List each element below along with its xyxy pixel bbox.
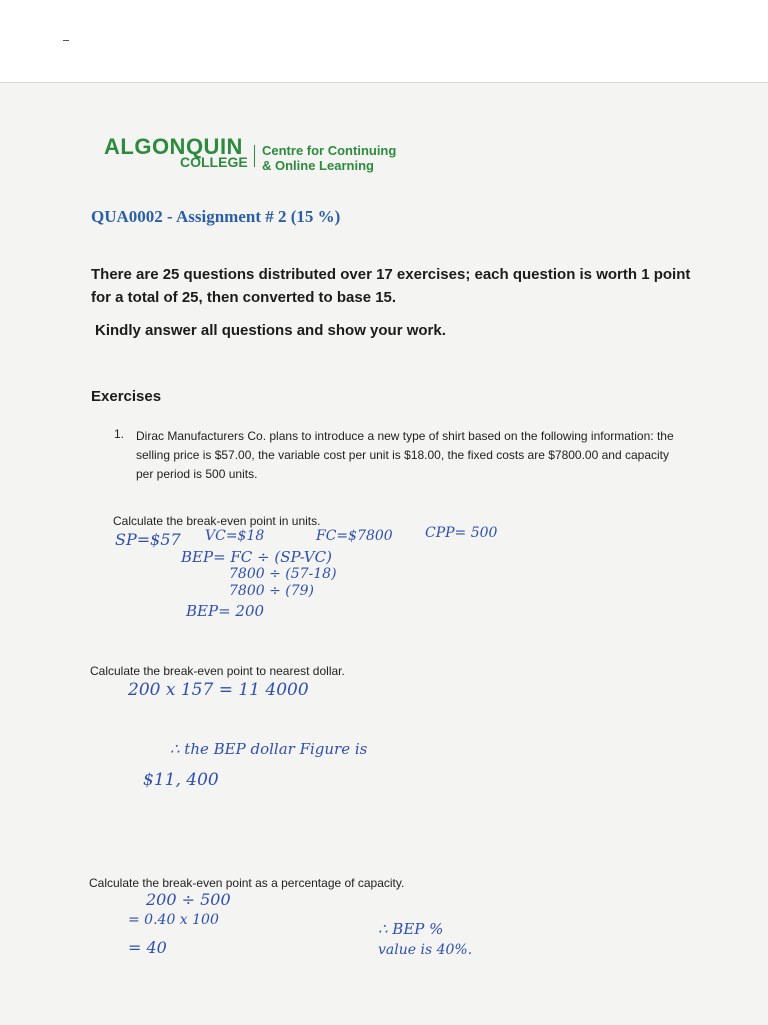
- handwritten-dollar-statement: ∴ the BEP dollar Figure is: [170, 740, 368, 758]
- handwritten-capacity-note: ∴ BEP %: [378, 920, 444, 938]
- question-break-even-capacity: Calculate the break-even point as a percentage of capacity.: [89, 876, 405, 890]
- instruction-text: Kindly answer all questions and show your work.: [95, 322, 446, 339]
- handwritten-substitution: 7800 ÷ (57-18): [229, 566, 337, 582]
- intro-paragraph: There are 25 questions distributed over 17 exercises; each question is worth 1 point for a total of 25, then converted to base 15.: [91, 266, 691, 306]
- logo-divider: [254, 145, 255, 167]
- college-logo: [104, 134, 248, 170]
- question-break-even-dollars: Calculate the break-even point to nearest dollar.: [90, 664, 345, 678]
- scan-top-margin: [0, 0, 768, 82]
- handwritten-bep-result: BEP= 200: [186, 602, 265, 620]
- exercise-text: Dirac Manufacturers Co. plans to introduce a new type of shirt based on the following information: the selling price is $57.00, the variable cost per unit is $18.00, the fixed costs are $7800.00 and capacity per period is 500 units.: [136, 429, 674, 481]
- logo-department-line2: & Online Learning: [262, 158, 374, 173]
- handwritten-fc: FC=$7800: [316, 528, 393, 544]
- logo-sub-text: COLLEGE: [180, 154, 248, 170]
- logo-main-text: ALGONQUIN: [104, 134, 243, 159]
- handwritten-vc: VC=$18: [205, 528, 265, 544]
- handwritten-capacity-note-value: value is 40%.: [378, 942, 473, 958]
- section-heading: Exercises: [91, 388, 162, 405]
- scan-mark: [63, 40, 69, 41]
- logo-department: [262, 143, 396, 173]
- assignment-title: QUA0002 - Assignment # 2 (15 %): [91, 207, 341, 226]
- handwritten-capacity-result: = 40: [128, 938, 167, 957]
- handwritten-cpp: CPP= 500: [425, 525, 498, 541]
- handwritten-capacity-multiply: = 0.40 x 100: [128, 912, 219, 928]
- question-break-even-units: Calculate the break-even point in units.: [113, 514, 321, 528]
- handwritten-bep-formula: BEP= FC ÷ (SP-VC): [181, 548, 332, 566]
- exercise-number: 1.: [114, 427, 125, 441]
- logo-department-line1: Centre for Continuing: [262, 143, 397, 158]
- handwritten-dollar-result: $11, 400: [143, 770, 219, 790]
- handwritten-capacity-division: 200 ÷ 500: [146, 890, 231, 909]
- handwritten-dollar-calc: 200 x 157 = 11 4000: [128, 680, 309, 700]
- handwritten-simplify: 7800 ÷ (79): [229, 583, 314, 599]
- handwritten-sp: SP=$57: [115, 530, 181, 549]
